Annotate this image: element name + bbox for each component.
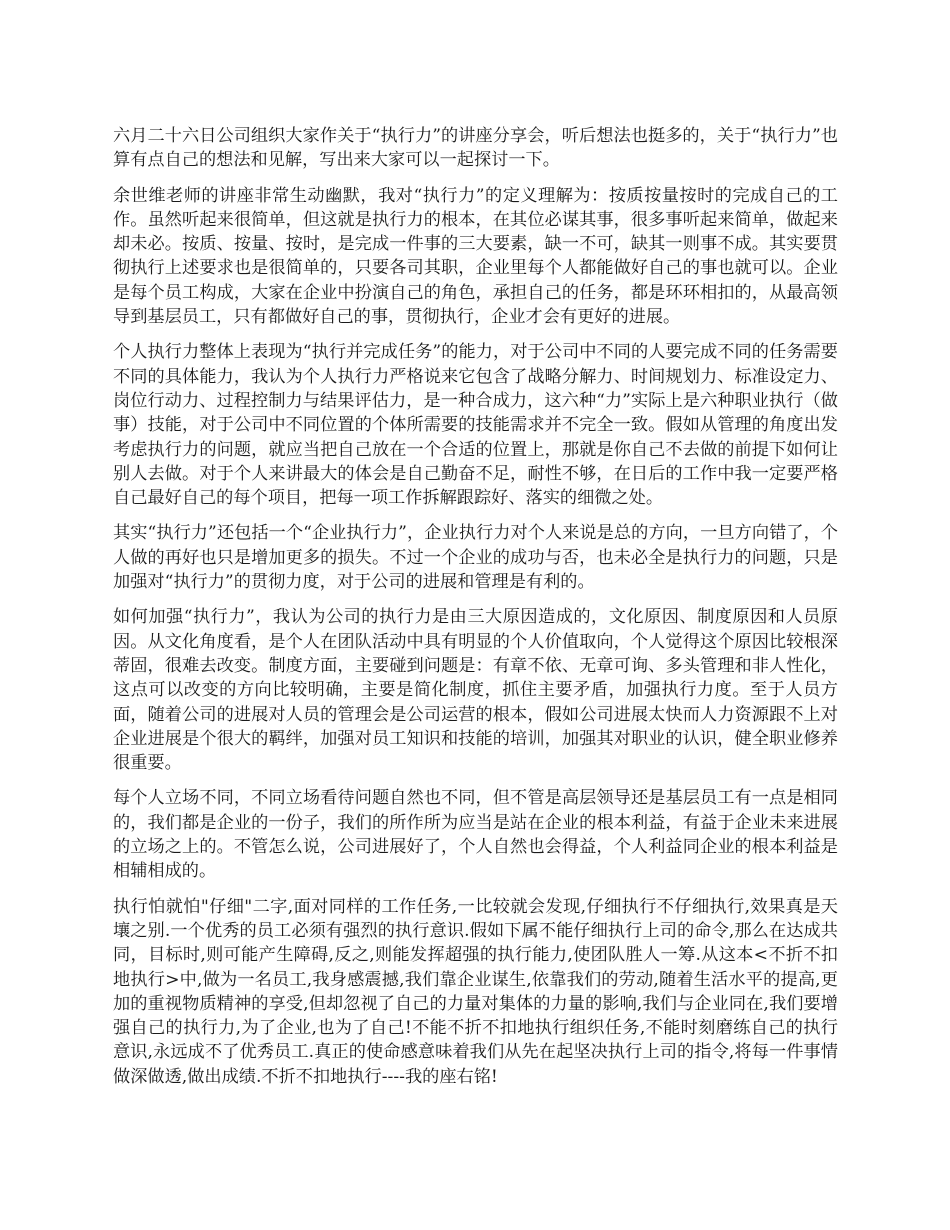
document-body: [113, 124, 838, 1100]
paragraph-2: 余世维老师的讲座非常生动幽默，我对“执行力”的定义理解为：按质按量按时的完成自己的工作。虽然听起来很简单，但这就是执行力的根本，在其位必谋其事，很多事听起来简单，做起来却未必。按质、按量、按时，是完成一件事的三大要素，缺一不可，缺其一则事不成。其实要贯彻执行上述要求也是很简单的，只要各司其职，企业里每个人都能做好自己的事也就可以。企业是每个员工构成，大家在企业中扮演自己的角色，承担自己的任务，都是环环相扣的，从最高领导到基层员工，只有都做好自己的事，贯彻执行，企业才会有更好的进展。: [113, 185, 838, 328]
paragraph-1: 六月二十六日公司组织大家作关于“执行力”的讲座分享会，听后想法也挺多的，关于“执行力”也算有点自己的想法和见解，写出来大家可以一起探讨一下。: [113, 126, 838, 171]
paragraph-5: 如何加强“执行力”，我认为公司的执行力是由三大原因造成的，文化原因、制度原因和人员原因。从文化角度看，是个人在团队活动中具有明显的个人价值取向，个人觉得这个原因比较根深蒂固，很难去改变。制度方面，主要碰到问题是：有章不依、无章可询、多头管理和非人性化，这点可以改变的方向比较明确，主要是简化制度，抓住主要矛盾，加强执行力度。至于人员方面，随着公司的进展对人员的管理会是公司运营的根本，假如公司进展太快而人力资源跟不上对企业进展是个很大的羁绊，加强对员工知识和技能的培训，加强其对职业的认识，健全职业修养很重要。: [113, 607, 838, 774]
paragraph-6: 每个人立场不同，不同立场看待问题自然也不同，但不管是高层领导还是基层员工有一点是相同的，我们都是企业的一份子，我们的所作所为应当是站在企业的根本利益，有益于企业未来进展的立场之上的。不管怎么说，公司进展好了，个人自然也会得益，个人利益同企业的根本利益是相辅相成的。: [113, 788, 838, 882]
paragraph-4: 其实“执行力”还包括一个“企业执行力”，企业执行力对个人来说是总的方向，一旦方向错了，个人做的再好也只是增加更多的损失。不过一个企业的成功与否，也未必全是执行力的问题，只是加强对“执行力”的贯彻力度，对于公司的进展和管理是有利的。: [113, 523, 838, 593]
paragraph-3: 个人执行力整体上表现为“执行并完成任务”的能力，对于公司中不同的人要完成不同的任务需要不同的具体能力，我认为个人执行力严格说来它包含了战略分解力、时间规划力、标准设定力、岗位行动力、过程控制力与结果评估力，是一种合成力，这六种“力”实际上是六种职业执行（做事）技能，对于公司中不同位置的个体所需要的技能需求并不完全一致。假如从管理的角度出发考虑执行力的问题，就应当把自己放在一个合适的位置上，那就是你自己不去做的前提下如何让别人去做。对于个人来讲最大的体会是自己勤奋不足，耐性不够，在日后的工作中我一定要严格自己最好自己的每个项目，把每一项工作拆解跟踪好、落实的细微之处。: [113, 342, 838, 509]
paragraph-7: 执行怕就怕"仔细"二字,面对同样的工作任务,一比较就会发现,仔细执行不仔细执行,效果真是天壤之别.一个优秀的员工必须有强烈的执行意识.假如下属不能仔细执行上司的命令,那么在达成共同，目标时,则可能产生障碍,反之,则能发挥超强的执行能力,使团队胜人一筹.从这本<不折不扣地执行>中,做为一名员工,我身感震撼,我们靠企业谋生,依靠我们的劳动,随着生活水平的提高,更加的重视物质精神的享受,但却忽视了自己的力量对集体的力量的影响,我们与企业同在,我们要增强自己的执行力,为了企业,也为了自己!不能不折不扣地执行组织任务,不能时刻磨练自己的执行意识,永远成不了优秀员工.真正的使命感意味着我们从先在起坚决执行上司的指令,将每一件事情做深做透,做出成绩.不折不扣地执行----我的座右铭!: [113, 896, 838, 1087]
